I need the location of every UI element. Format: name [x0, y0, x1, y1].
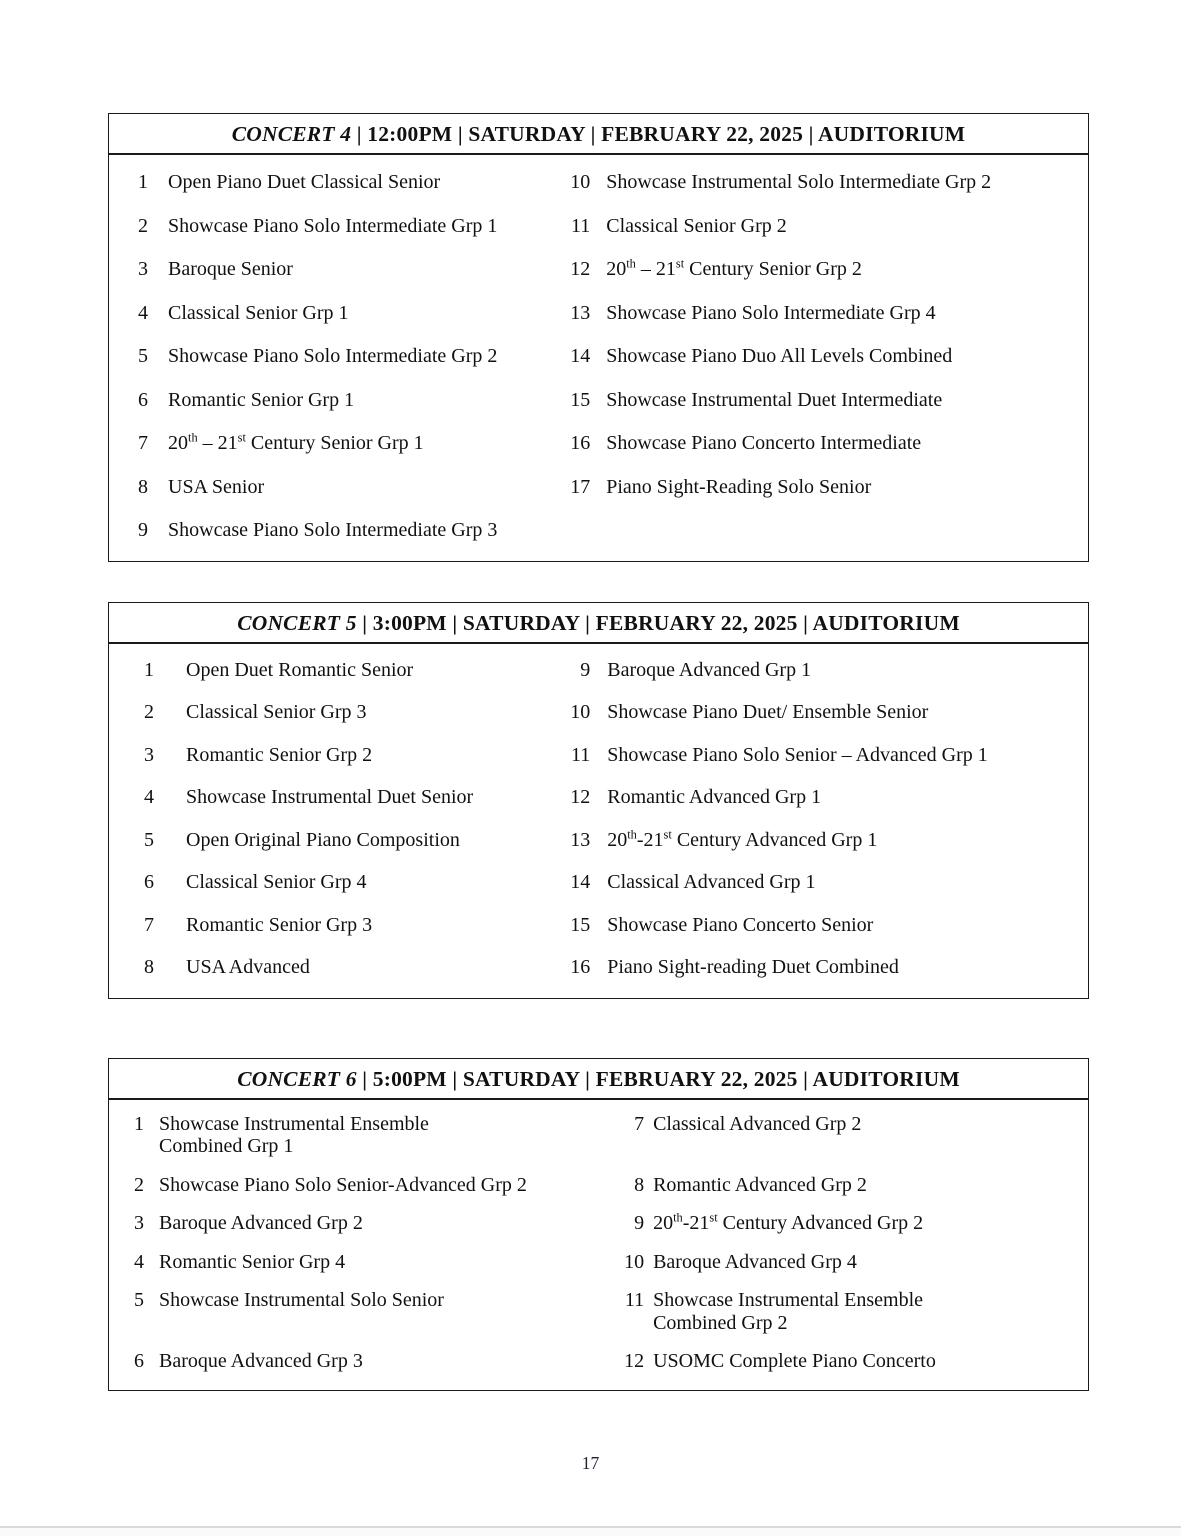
- schedule-row: [109, 379, 1088, 423]
- entry-text: 20th – 21st Century Senior Grp 1: [168, 430, 424, 454]
- schedule-cell-right: [618, 1113, 1088, 1136]
- schedule-cell-left: [109, 302, 564, 325]
- schedule-row: [109, 947, 1088, 990]
- schedule-row: [109, 422, 1088, 466]
- schedule-cell-left: [109, 829, 564, 852]
- entry-text: Showcase Instrumental Ensemble Combined Grp 2: [653, 1289, 924, 1334]
- schedule-cell-right: [564, 956, 1088, 979]
- schedule-row: [109, 905, 1088, 948]
- entry-text: Classical Senior Grp 2: [606, 214, 787, 237]
- entry-number: 6: [144, 871, 154, 893]
- entry-text: Piano Sight-reading Duet Combined: [607, 956, 899, 978]
- schedule-cell-left: [109, 258, 564, 281]
- entry-number: 6: [134, 1350, 144, 1372]
- entry-number: 1: [134, 1112, 144, 1135]
- schedule-row: [109, 735, 1088, 778]
- schedule-cell-left: [109, 701, 564, 724]
- schedule-cell-left: [109, 914, 564, 937]
- schedule-cell-left: [109, 215, 564, 238]
- schedule-row: [109, 777, 1088, 820]
- entry-text: Showcase Piano Solo Intermediate Grp 3: [168, 519, 498, 541]
- entry-text: Showcase Piano Solo Intermediate Grp 2: [168, 345, 498, 367]
- entry-number: 3: [144, 743, 154, 766]
- entry-text: USA Senior: [168, 475, 265, 498]
- entry-number: 11: [624, 1289, 645, 1311]
- schedule-cell-right: [618, 1289, 1088, 1334]
- schedule-row: [109, 335, 1088, 379]
- schedule-cell-right: [564, 171, 1088, 194]
- schedule-cell-right: [564, 258, 1088, 281]
- schedule-cell-right: [618, 1174, 1088, 1197]
- schedule-row: [109, 1205, 1088, 1244]
- schedule-cell-right: [618, 1350, 1088, 1373]
- entry-text: Baroque Advanced Grp 3: [159, 1350, 363, 1372]
- entry-number: 12: [570, 786, 591, 808]
- entry-text: Showcase Piano Concerto Intermediate: [606, 432, 922, 454]
- schedule-cell-right: [564, 826, 1088, 852]
- schedule-cell-left: [109, 956, 564, 979]
- entry-text: USOMC Complete Piano Concerto: [653, 1350, 936, 1372]
- concert-info: 3:00PM | SATURDAY | FEBRUARY 22, 2025 | AUDITORIUM: [372, 610, 960, 635]
- entry-text: USA Advanced: [186, 956, 310, 978]
- entry-text: Romantic Advanced Grp 2: [653, 1173, 867, 1196]
- schedule-cell-left: [109, 476, 564, 499]
- entry-text: 20th-21st Century Advanced Grp 2: [653, 1210, 924, 1234]
- table-header: [109, 603, 1088, 644]
- entry-text: Classical Senior Grp 1: [168, 301, 349, 324]
- concert-4-table: [108, 113, 1089, 562]
- entry-number: 12: [624, 1350, 645, 1372]
- entry-text: Romantic Senior Grp 1: [168, 388, 355, 411]
- entry-number: 7: [634, 1112, 645, 1135]
- schedule-cell-right: [564, 659, 1088, 682]
- entry-number: 1: [144, 658, 154, 681]
- header-separator: |: [356, 1066, 373, 1091]
- entry-text: Romantic Advanced Grp 1: [607, 786, 822, 808]
- entry-number: 10: [624, 1250, 645, 1273]
- entry-text: Classical Senior Grp 4: [186, 871, 367, 893]
- entry-number: 5: [134, 1289, 144, 1311]
- schedule-row: [109, 161, 1088, 205]
- entry-text: Showcase Instrumental Duet Intermediate: [606, 388, 943, 411]
- header-separator: |: [356, 610, 373, 635]
- schedule-cell-left: [109, 1289, 618, 1312]
- entry-number: 15: [570, 388, 591, 411]
- entry-text: Baroque Advanced Grp 2: [159, 1212, 363, 1234]
- entry-number: 10: [570, 171, 591, 193]
- entry-text: Showcase Piano Duo All Levels Combined: [606, 345, 953, 367]
- schedule-row: [109, 1244, 1088, 1283]
- entry-text: Showcase Piano Duet/ Ensemble Senior: [607, 701, 929, 723]
- entry-number: 11: [570, 743, 591, 766]
- entry-number: 12: [570, 258, 591, 280]
- entry-number: 7: [144, 913, 154, 936]
- schedule-cell-left: [109, 389, 564, 412]
- schedule-cell-right: [564, 432, 1088, 455]
- schedule-cell-left: [109, 871, 564, 894]
- viewer-background: [0, 1528, 1181, 1536]
- schedule-row: [109, 862, 1088, 905]
- entry-text: Romantic Senior Grp 3: [186, 913, 373, 936]
- schedule-cell-right: [564, 345, 1088, 368]
- schedule-cell-right: [564, 389, 1088, 412]
- concert-5-table: [108, 602, 1089, 999]
- entry-number: 9: [634, 1212, 645, 1234]
- schedule-row: [109, 692, 1088, 735]
- entry-text: Baroque Advanced Grp 1: [607, 658, 812, 681]
- entry-number: 9: [580, 658, 591, 681]
- entry-number: 13: [570, 301, 591, 324]
- schedule-cell-right: [564, 744, 1088, 767]
- schedule-cell-left: [109, 1251, 618, 1274]
- entry-number: 15: [570, 913, 591, 936]
- entry-number: 17: [570, 475, 591, 498]
- entry-text: Baroque Senior: [168, 258, 293, 280]
- entry-number: 5: [138, 345, 148, 367]
- table-body: [109, 155, 1088, 561]
- schedule-cell-left: [109, 1350, 618, 1373]
- schedule-cell-right: [564, 476, 1088, 499]
- concert-title: CONCERT 4: [231, 122, 352, 146]
- concert-6-table: [108, 1058, 1089, 1391]
- entry-number: 4: [138, 301, 148, 324]
- schedule-cell-left: [109, 744, 564, 767]
- entry-number: 4: [144, 786, 154, 808]
- entry-number: 8: [144, 956, 154, 978]
- entry-number: 9: [138, 519, 148, 541]
- schedule-cell-right: [564, 701, 1088, 724]
- schedule-cell-left: [109, 659, 564, 682]
- entry-text: Open Duet Romantic Senior: [186, 658, 414, 681]
- schedule-row: [109, 205, 1088, 249]
- entry-number: 8: [138, 475, 148, 498]
- entry-text: Classical Advanced Grp 1: [607, 871, 816, 893]
- table-body: [109, 1100, 1088, 1390]
- schedule-row: [109, 1282, 1088, 1343]
- schedule-cell-left: [109, 1174, 618, 1197]
- schedule-cell-right: [618, 1251, 1088, 1274]
- schedule-cell-right: [564, 302, 1088, 325]
- header-separator: |: [351, 122, 368, 146]
- entry-number: 2: [134, 1173, 144, 1196]
- entry-text: Showcase Instrumental Ensemble Combined Grp 1: [159, 1112, 429, 1157]
- schedule-cell-right: [618, 1212, 1088, 1235]
- table-header: [109, 114, 1088, 155]
- entry-number: 14: [570, 871, 591, 893]
- page-number: 17: [581, 1453, 600, 1473]
- entry-text: Piano Sight-Reading Solo Senior: [606, 475, 872, 498]
- schedule-row: [109, 509, 1088, 553]
- entry-number: 11: [570, 214, 591, 237]
- schedule-cell-left: [109, 1212, 618, 1235]
- entry-text: Showcase Piano Solo Intermediate Grp 4: [606, 301, 936, 324]
- entry-number: 3: [138, 258, 148, 280]
- entry-text: Romantic Senior Grp 2: [186, 743, 373, 766]
- schedule-row: [109, 1106, 1088, 1167]
- entry-number: 3: [134, 1212, 144, 1234]
- entry-number: 2: [144, 701, 154, 723]
- entry-text: Baroque Advanced Grp 4: [653, 1250, 857, 1273]
- schedule-cell-right: [564, 871, 1088, 894]
- entry-text: 20th-21st Century Advanced Grp 1: [607, 826, 878, 851]
- schedule-cell-left: [109, 171, 564, 194]
- entry-text: Showcase Instrumental Solo Intermediate Grp 2: [606, 171, 992, 193]
- entry-number: 7: [138, 432, 148, 454]
- schedule-row: [109, 1343, 1088, 1382]
- entry-text: Showcase Instrumental Duet Senior: [186, 786, 474, 808]
- schedule-row: [109, 466, 1088, 510]
- schedule-cell-left: [109, 1113, 618, 1158]
- concert-title: CONCERT 5: [237, 610, 357, 635]
- schedule-cell-left: [109, 519, 564, 542]
- schedule-cell-left: [109, 345, 564, 368]
- entry-text: Open Piano Duet Classical Senior: [168, 171, 441, 193]
- schedule-row: [109, 820, 1088, 863]
- schedule-row: [109, 248, 1088, 292]
- schedule-row: [109, 292, 1088, 336]
- schedule-cell-left: [109, 786, 564, 809]
- entry-text: Showcase Instrumental Solo Senior: [159, 1289, 444, 1311]
- table-header: [109, 1059, 1088, 1100]
- table-body: [109, 644, 1088, 998]
- entry-text: 20th – 21st Century Senior Grp 2: [606, 256, 862, 280]
- schedule-cell-right: [564, 786, 1088, 809]
- schedule-row: [109, 1167, 1088, 1206]
- entry-number: 16: [570, 956, 591, 978]
- document-page: [108, 0, 1089, 1391]
- entry-number: 4: [134, 1250, 144, 1273]
- schedule-cell-right: [564, 914, 1088, 937]
- entry-number: 6: [138, 388, 148, 411]
- entry-text: Showcase Piano Concerto Senior: [607, 913, 874, 936]
- schedule-row: [109, 650, 1088, 693]
- schedule-cell-left: [109, 432, 564, 455]
- entry-text: Romantic Senior Grp 4: [159, 1250, 346, 1273]
- entry-number: 1: [138, 171, 148, 193]
- entry-text: Showcase Piano Solo Senior – Advanced Grp 1: [607, 743, 988, 766]
- schedule-cell-right: [564, 215, 1088, 238]
- entry-number: 5: [144, 828, 154, 851]
- entry-number: 14: [570, 345, 591, 367]
- entry-text: Classical Senior Grp 3: [186, 701, 367, 723]
- entry-text: Showcase Piano Solo Intermediate Grp 1: [168, 214, 498, 237]
- concert-info: 12:00PM | SATURDAY | FEBRUARY 22, 2025 | AUDITORIUM: [367, 122, 966, 146]
- entry-number: 16: [570, 432, 591, 454]
- entry-text: Showcase Piano Solo Senior-Advanced Grp 2: [159, 1173, 527, 1196]
- concert-title: CONCERT 6: [237, 1066, 357, 1091]
- entry-number: 13: [570, 828, 591, 851]
- entry-text: Open Original Piano Composition: [186, 828, 460, 851]
- concert-info: 5:00PM | SATURDAY | FEBRUARY 22, 2025 | AUDITORIUM: [372, 1066, 960, 1091]
- entry-number: 8: [634, 1173, 645, 1196]
- entry-text: Classical Advanced Grp 2: [653, 1112, 862, 1135]
- entry-number: 10: [570, 701, 591, 723]
- entry-number: 2: [138, 214, 148, 237]
